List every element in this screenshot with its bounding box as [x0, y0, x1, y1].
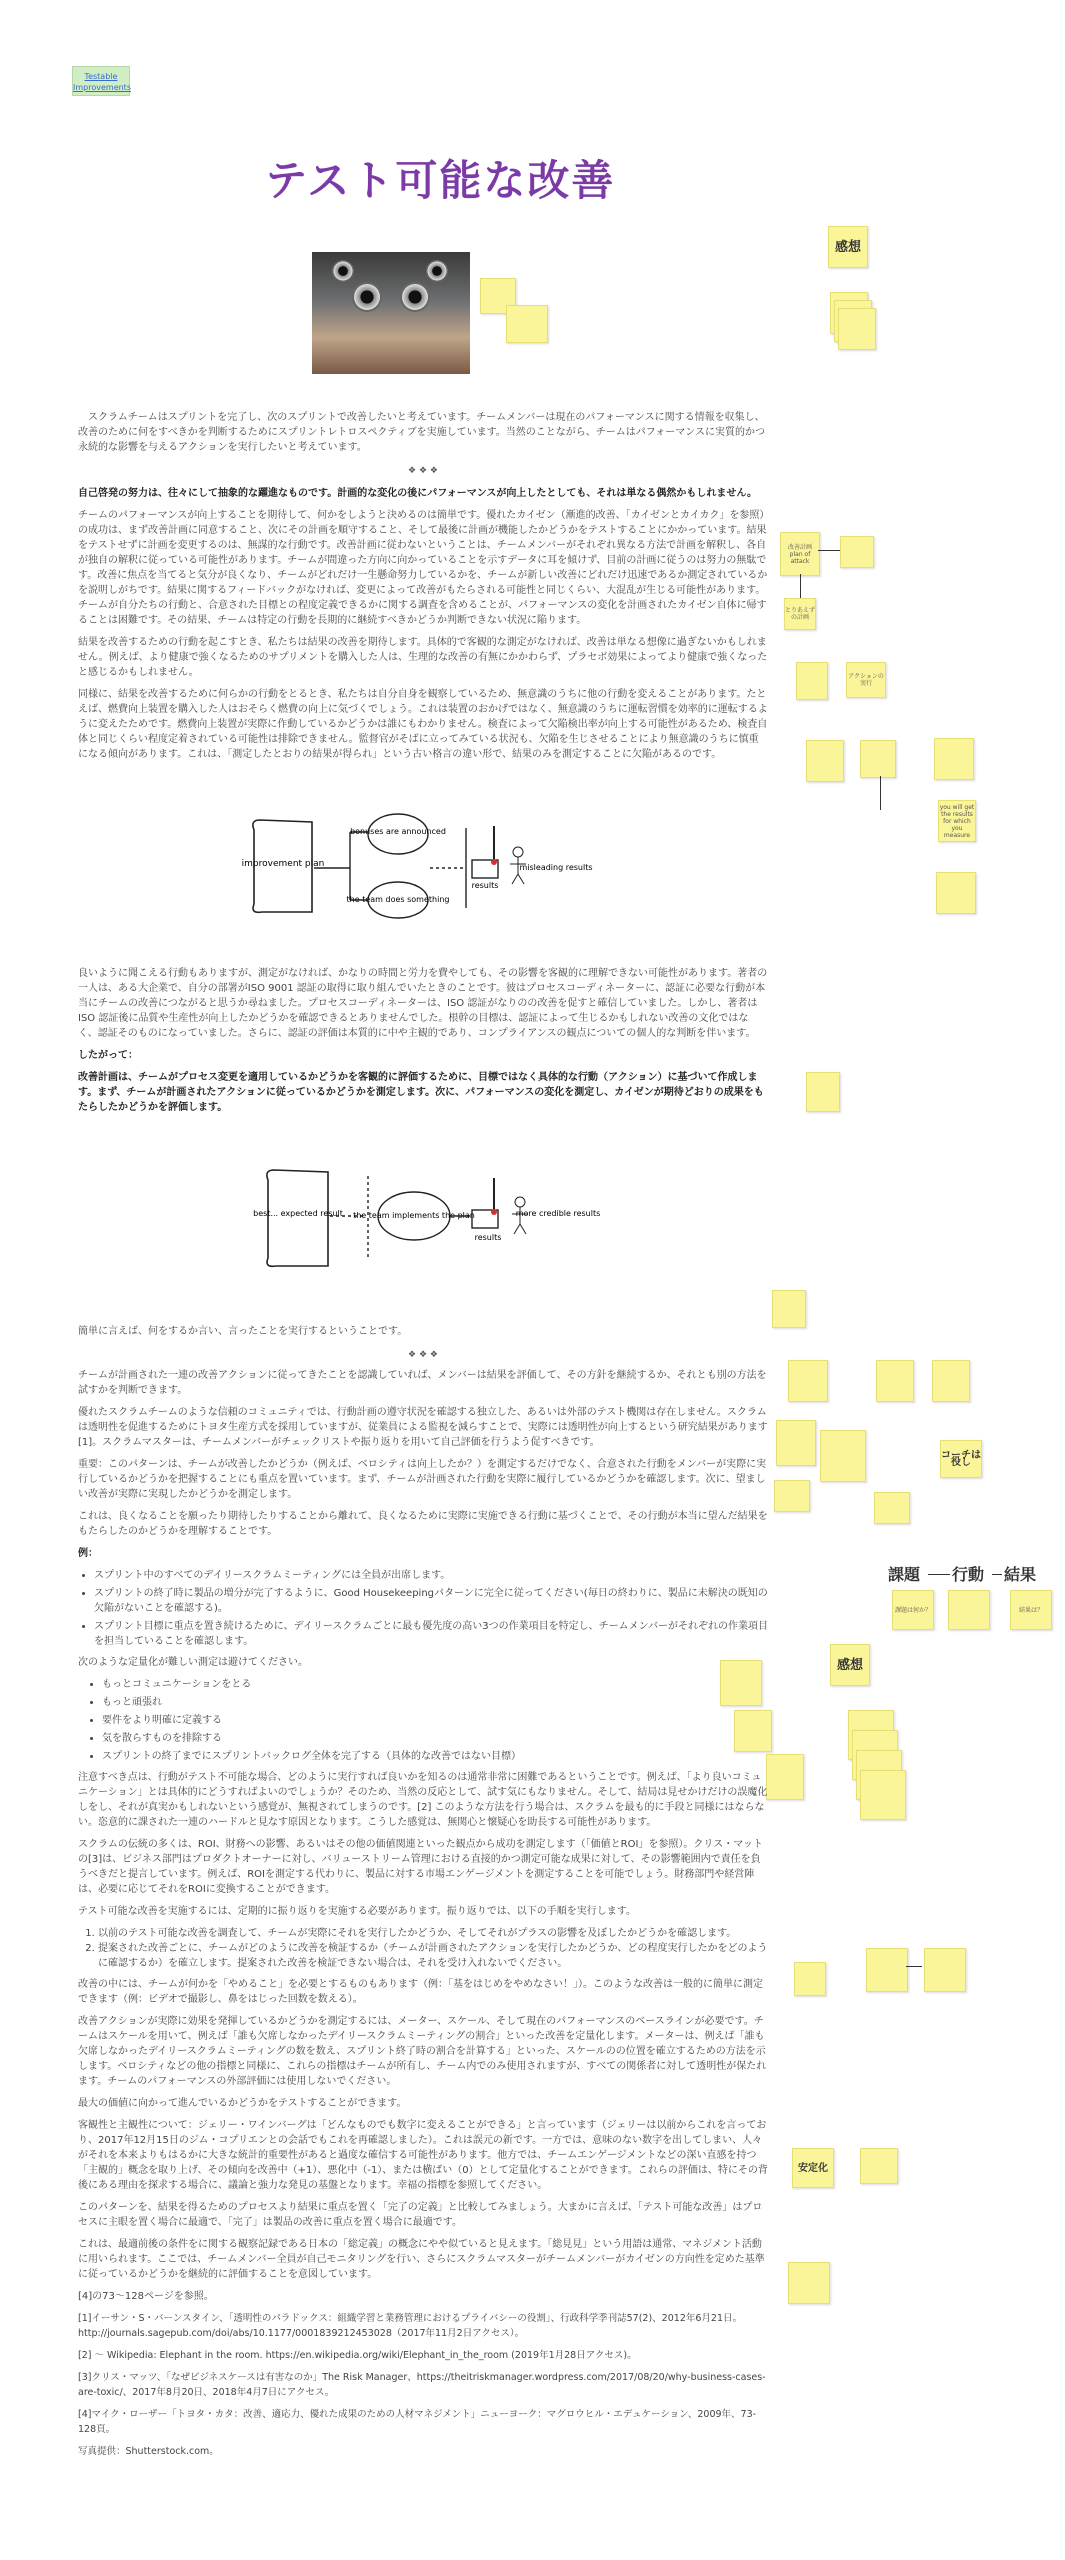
reference-item: [4]マイク・ローザー「トヨタ・カタ：改善、適応力、優れた成果のための人材マネジメント」ニューヨーク：マグロウヒル・エデュケーション、2009年、73-128頁。 — [78, 2409, 757, 2435]
paragraph: 重要：このパターンは、チームが改善したかどうか（例えば、ベロシティは向上したか？）を測定するだけでなく、合意された行動をメンバーが実際に実行しているかどうかを把握することにも重点を置いています。まず、チームが計画された行動を実際に履行しているかどうかを確認します。次に、望ましい改善が実際に実現したかどうかを測定します。 — [78, 1459, 767, 1500]
paragraph: 注意すべき点は、行動がテスト不可能な場合、どのように実行すれば良いかを知るのは通常非常に困難であるということです。例えば、「より良いコミュニケーション」とは具体的にどうすればよいのでしょうか？そのため、当然の反応として、試す気にもなりません。そして、結局は見せかけだけの誤魔化しをし、それが真実かもしれないという感覚が、無視されてしまうのです。[2] このような方法を行う場合は、スクラムを最も的に手段と同様にはならない。恣意的に課された一連のハードルと見なす原因となります。こうした感覚は、無関心と懐疑心を助長する可能性があります。 — [78, 1772, 768, 1828]
sketch-text: improvement plan — [241, 859, 325, 869]
reference-item: [2] ～ Wikipedia: Elephant in the room. https://en.wikipedia.org/wiki/Elephant_in_the_room (2019年1月28日アクセス)。 — [78, 2350, 637, 2361]
arrow-connector — [906, 1966, 922, 1967]
sticky-note — [860, 2148, 898, 2184]
sticky-note: アクションの実行 — [846, 662, 886, 698]
paragraph: スクラムチームはスプリントを完了し、次のスプリントで改善したいと考えています。チームメンバーは現在のパフォーマンスに関する情報を収集し、改善のために何をすべきかを判断するためにスプリントレトロスペクティブを実施しています。当然のことながら、チームはパフォーマンスに実質的かつ永続的な影響を与えるアクションを実行したいと考えています。 — [78, 412, 765, 453]
flow-step-result: 結果 — [1004, 1565, 1037, 1584]
examples-list — [94, 1568, 768, 1649]
sticky-note — [932, 1360, 970, 1402]
header-photo — [312, 252, 470, 374]
sticky-note-label: 感想 — [828, 226, 868, 268]
sticky-note — [866, 1948, 908, 1992]
paragraph: 優れたスクラムチームのような信頼のコミュニティでは、行動計画の遵守状況を確認する独立した、あるいは外部のテスト機関は存在しません。スクラムは透明性を促進するためにトヨタ生産方式を採用していますが、従業員による監視を減らすことで、実際には透明性が向上するという研究結果があります[1]。スクラムマスターは、チームメンバーがチェックリストや振り返りを用いて自己評価を行うよう促すべきです。 — [78, 1407, 768, 1448]
sticky-note — [860, 1770, 906, 1820]
lens-icon — [332, 260, 354, 282]
paragraph: このパターンを、結果を得るためのプロセスより結果に重点を置く「完了の定義」と比較してみましょう。大まかに言えば、「テスト可能な改善」はプロセスに主眼を置く場合に最適で、「完了」は製品の改善に重点を置く場合に最適です。 — [78, 2202, 763, 2228]
resulting-context — [78, 1368, 768, 2466]
summary-section — [78, 1324, 768, 1346]
paragraph: チームのパフォーマンスが向上することを期待して、何かをしようと決めるのは簡単です。優れたカイゼン（漸進的改善、「カイゼンとカイカク」を参照）の成功は、まず改善計画に同意すること、次にその計画を順守すること、そして最後に計画が機能したかどうかをテストすることにかかっています。結果をテストせずに計画を変更するのは、無謀的な行動です。改善計画に従わないということは、チームメンバーがそれぞれ異なる方法で計画を解釈し、各自が独自の解釈に従っている可能性があります。チームが間違った方向に向かっていることを示すデータに耳を傾けず、目前の計画に従うのは努力の無駄です。改善に焦点を当てると気分が良くなり、チームがどれだけ一生懸命努力しているかを、チームが新しい改善にどれだけ迅速であるか測定されているかを説明しがちです。結果に関するフィードバックがなければ、変更によって改善がもたらされる可能性と同じくらい、大混乱が生じる可能性があります。チームが自分たちの行動と、合意された目標との程度定義できるかに関する調査を含めることが、パフォーマンスの変化を計画されたカイゼン自体に帰することは困難です。その結果、チームは特定の行動を長期的に継続すべきかどうか判断できない状況に陥ります。 — [78, 510, 768, 626]
solution-statement: 改善計画は、チームがプロセス変更を適用しているかどうかを客観的に評価するために、目標ではなく具体的な行動（アクション）に基づいて作成します。まず、チームが計画されたアクションに従っているかどうかを測定します。次に、パフォーマンスの変化を測定し、カイゼンが期待どおりの成果をもたらしたかどうかを評価します。 — [78, 1072, 764, 1113]
sticky-note — [840, 536, 874, 568]
sticky-note — [948, 1590, 990, 1630]
sticky-note — [766, 1754, 804, 1800]
sticky-note — [806, 1072, 840, 1112]
list-item: 1. 以前のテスト可能な改善を調査して、チームが実際にそれを実行したかどうか、そしてそれがプラスの影響を及ぼしたかどうかを確認します。 — [98, 1926, 768, 1941]
paragraph: テスト可能な改善を実施するには、定期的に振り返りを実施する必要があります。振り返りでは、以下の手順を実行します。 — [78, 1906, 636, 1917]
sketch-text: best... expected result — [253, 1209, 343, 1218]
sticky-note — [936, 872, 976, 914]
intro-section — [78, 410, 768, 462]
sticky-note — [838, 308, 876, 350]
paragraph: 改善の中には、チームが何かを「やめること」を必要とするものもあります（例：「基をはじめをやめなさい！」）。このような改善は一般的に簡単に測定できます（例：ビデオで撮影し、鼻をはじった回数を数える）。 — [78, 1979, 763, 2005]
reference-item: [1]イーサン・S・バーンスタイン、「透明性のパラドックス：組織学習と業務管理におけるプライバシーの役割」、行政科学季刊誌57(2)、2012年6月21日。http://journals.sagepub.com/doi/abs/10.1177/0001839212453028（2017年11月2日アクセス）。 — [78, 2313, 742, 2339]
paragraph: これは、良くなることを願ったり期待したりすることから離れて、良くなるために実際に実施できる行動に基づくことで、その行動が本当に望んだ結果をもたらしたのかどうかを理解することです。 — [78, 1511, 768, 1537]
sticky-note — [860, 740, 896, 778]
problem-section — [78, 486, 768, 769]
page-title: テスト可能な改善 — [265, 156, 616, 205]
lens-icon — [426, 260, 448, 282]
sticky-note: とりあえずの計画 — [784, 598, 816, 630]
therefore-label: したがって： — [78, 1050, 138, 1061]
paragraph: 客観性と主観性について：ジェリー・ワインバーグは「どんなものでも数字に変えることができる」と言っています（ジェリーは以前からこれを言っており、2017年12月15日のジム・コプリエンとの会話でもこれを再確認しました）。これは誤元の新です。一方では、意味のない数字を出してしまい、人々がそれを本来よりもはるかに大きな統計的重要性があると過度な確信する可能性があります。他方では、チームエンゲージメントなどの深い直感を持つ「主観的」概念を取り上げ、その傾向を改善中（+1）、悪化中（-1）、または横ばい（0）として定量化することができます。これらの評価は、特にその背後にある理由を探求する場合に、議論と強力な発見の基盤となります。幸福の指標を参照してください。 — [78, 2120, 768, 2191]
list-item: • スプリント目標に重点を置き続けるために、デイリースクラムごとに最も優先度の高い3つの作業項目を特定し、チームメンバーがそれぞれの作業項目を担当していることを確認します。 — [94, 1619, 768, 1649]
list-item: • スプリントの終了までにスプリントバックログ全体を完了する（具体的な改善ではない目標） — [102, 1749, 768, 1764]
paragraph: 良いように聞こえる行動もありますが、測定がなければ、かなりの時間と労力を費やしても、その影響を客観的に理解できない可能性があります。著者の一人は、ある大企業で、自分の部署がISO 9001 認証の取得に取り組んでいたときのことです。彼はプロセスコーディネーターに、認証に必要な行動が本当にチームの改善につながると思うか尋ねました。プロセスコーディネーターは、ISO 認証がなりのの改善を促すと確信していました。しかし、著者は ISO 認証後に品質や生産性が向上したかどうかを確認できるとありませんでした。根幹の目標は、認証によって生じるかもしれない改善の文化ではなく、認証そのものになっていました。さらに、認証の評価は本質的に中や主観的であり、コンプライアンスの観点についての個人的な判断を伴います。 — [78, 968, 768, 1039]
sticky-note: 改善計画 plan of attack — [780, 532, 820, 576]
steps-list — [98, 1926, 768, 1971]
reference-item: [3]クリス・マッツ、「なぜビジネスケースは有害なのか」The Risk Manager、https://theitriskmanager.wordpress.com/2017/08/20/why-business-cases-are-toxic/、2017年8月20日、2018年4月7日にアクセス。 — [78, 2372, 766, 2398]
section-separator: ❖ ❖ ❖ — [408, 1350, 438, 1360]
problem-statement: 自己啓発の努力は、往々にして抽象的な躍進なものです。計画的な変化の後にパフォーマンスが向上したとしても、それは単なる偶然かもしれません。 — [78, 488, 757, 499]
list-item: • 気を散らすものを排除する — [102, 1731, 768, 1746]
examples-label: 例： — [78, 1548, 98, 1559]
section-separator: ❖ ❖ ❖ — [408, 466, 438, 476]
sticky-note — [874, 1492, 910, 1524]
flow-step-action: 行動 — [952, 1565, 985, 1584]
paragraph: チームが計画された一連の改善アクションに従ってきたことを認識していれば、メンバーは結果を評価して、その方針を継続するか、それとも別の方法を試すかを判断できます。 — [78, 1370, 767, 1396]
paragraph: 最大の価値に向かって進んでいるかどうかをテストすることができます。 — [78, 2098, 407, 2109]
sketch-text: results — [471, 881, 499, 890]
paragraph: 同様に、結果を改善するために何らかの行動をとるとき、私たちは自分自身を観察しているため、無意識のうちに他の行動を変えることがあります。たとえば、燃費向上装置を購入した人はおそらく燃費の向上に気づくでしょう。これは装置のおかげではなく、無意識のうちに運転習慣を効率的に運転するように変えたためです。燃費向上装置が実際に作動しているかどうかは誰にもわかりません。検査によって欠陥検出率が向上する可能性があるため、検査自体と同じくらい程度定着されている可能性は排除できません。監督官がそばに立ってみている状況も、欠陥を生じさせることにより無意識のうちに慎重になる傾向があります。これは、「測定したとおりの結果が得られ」という古い格言の違い形で、結果のみを測定することに欠陥があるのです。 — [78, 689, 768, 760]
paragraph: これは、最適前後の条件をに関する観察記録である日本の「総定義」の概念にやや似ていると見えます。「総見見」という用語は通常、マネジメント活動に用いられます。ここでは、チームメンバー全員が自己モニタリングを行い、さらにスクラムマスターがチームメンバーがカイゼンの方向性を定めた基準に従っているかどうかを継続的に評価することを意図しています。 — [78, 2239, 765, 2280]
sketch-text: bonuses are announced — [350, 827, 446, 836]
arrow-connector — [992, 1574, 1002, 1575]
sticky-note — [796, 662, 828, 700]
avoid-label: 次のような定量化が難しい測定は避けてください。 — [78, 1657, 308, 1668]
breadcrumb-link[interactable]: Testable Improvements — [73, 72, 131, 92]
list-item: • もっと頑張れ — [102, 1695, 768, 1710]
sticky-note — [934, 738, 974, 780]
sticky-note — [776, 1420, 816, 1466]
sticky-note — [794, 1962, 826, 1996]
sticky-note — [924, 1948, 966, 1992]
list-item: • スプリント中のすべてのデイリースクラムミーティングには全員が出席します。 — [94, 1568, 768, 1583]
paragraph: 改善アクションが実際に効果を発揮しているかどうかを測定するには、メーター、スケール、そして現在のパフォーマンスのベースラインが必要です。チームはスケールを用いて、例えば「誰も欠席しなかったデイリースクラムミーティングの割合」といった改善を定量化します。メーターは、例えば「誰も欠席しなかったデイリースクラムミーティングの数を数え、スプリント終了時の割合を計算する」といった、スケールのの位置を確立するための方法を示します。ベロシティなどの他の指標と同様に、これらの指標はチームが所有し、チーム内でのみ使用されますが、すべての関係者に対して透明性が保たれます。チームのパフォーマンスの外部評価には使用しないでください。 — [78, 2016, 767, 2087]
list-item: 2. 提案された改善ごとに、チームがどのように改善を検証するか（チームが計画されたアクションを実行したかどうか、どの程度実行したかをどのように確認するか）を確立します。提案された改善を検証できない場合は、それを受け入れないでください。 — [98, 1941, 768, 1971]
flow-step-issue: 課題 — [888, 1565, 921, 1584]
context-section — [78, 966, 768, 1122]
photo-credit: 写真提供：Shutterstock.com。 — [78, 2446, 219, 2457]
sticky-note — [788, 2262, 830, 2304]
sketch-text: misleading results — [519, 863, 593, 872]
summary-text: 簡単に言えば、何をするか言い、言ったことを実行するということです。 — [78, 1326, 408, 1337]
avoid-list — [102, 1677, 768, 1764]
sticky-note: you will get the results for which you measure — [938, 800, 976, 842]
sketch-text: the team does something — [346, 895, 450, 904]
sketch-text: the team implements the plan — [353, 1211, 475, 1220]
sticky-note — [820, 1430, 866, 1482]
list-item: • スプリントの終了時に製品の増分が完了するように、Good Housekeepingパターンに完全に従ってください(毎日の終わりに、製品に未解決の既知の欠陥がないことを確認する)。 — [94, 1586, 768, 1616]
lens-icon — [352, 282, 382, 312]
paragraph: スクラムの伝統の多くは、ROI、財務への影響、あるいはその他の価値関連といった観点から成功を測定します（「価値とROI」を参照）。クリス・マットの[3]は、ビジネス部門はプロダクトオーナーに対し、バリューストリーム管理における直接的かつ測定可能な成果に対して、その影響範囲内で責任を負うべきだと提言しています。例えば、ROIを測定する代わりに、製品に対する市場エンゲージメントを測定することを可能でしょう。財務部門や経営陣は、必要に応じてそれをROIに変換することができます。 — [78, 1839, 763, 1895]
list-item: • もっとコミュニケーションをとる — [102, 1677, 768, 1692]
ref-pages: [4]の73〜128ページを参照。 — [78, 2291, 214, 2302]
arrow-connector — [818, 550, 840, 551]
paragraph: 結果を改善するための行動を起こすとき、私たちは結果の改善を期待します。具体的で客観的な測定がなければ、改善は単なる想像に過ぎないかもしれません。例えば、より健康で強くなるためのサプリメントを購入した人は、生理的な改善の有無にかかわらず、プラセボ効果によってより健康で強くなったと感じるかもしれません。 — [78, 637, 768, 678]
sticky-note-label: 感想 — [830, 1644, 870, 1686]
arrow-connector — [928, 1574, 950, 1575]
sticky-note — [788, 1360, 828, 1402]
stabilize-note: 安定化 — [792, 2148, 834, 2188]
sticky-note — [774, 1480, 810, 1512]
arrow-connector — [880, 776, 881, 810]
lens-icon — [400, 282, 430, 312]
sticky-note: 課題は何か？ — [892, 1590, 934, 1630]
sticky-note — [772, 1290, 806, 1328]
sketch-text: more credible results — [515, 1209, 601, 1218]
sketch-misleading-results — [241, 808, 595, 918]
sticky-note — [876, 1360, 914, 1402]
sticky-note — [806, 740, 844, 782]
breadcrumb[interactable] — [72, 66, 130, 96]
sticky-note — [506, 305, 548, 343]
sticky-note: 結果は？ — [1010, 1590, 1052, 1630]
arrow-connector — [800, 574, 801, 598]
sketch-credible-results — [253, 1160, 601, 1270]
coach-note: コーチは役し — [940, 1440, 982, 1478]
sketch-text: results — [474, 1233, 502, 1242]
list-item: • 要件をより明確に定義する — [102, 1713, 768, 1728]
